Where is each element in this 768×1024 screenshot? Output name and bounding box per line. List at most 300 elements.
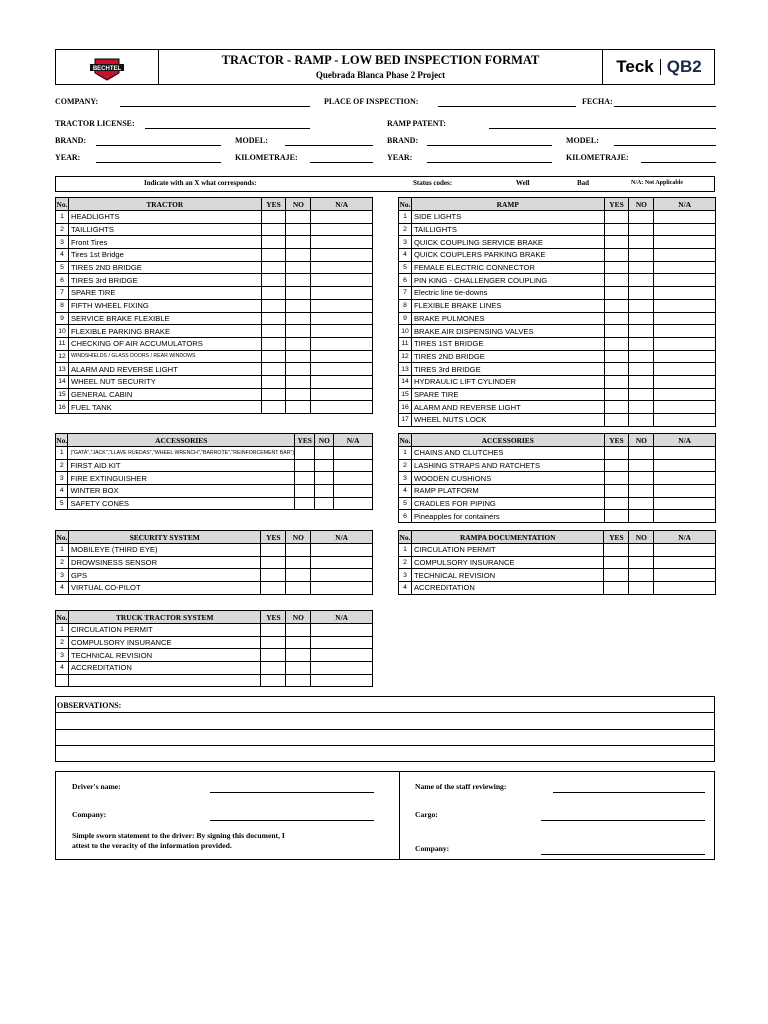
yes-checkbox[interactable] (261, 556, 286, 569)
no-checkbox[interactable] (286, 249, 311, 262)
item-label: TAILLIGHTS (68, 223, 261, 236)
table-row (399, 236, 716, 249)
yes-checkbox[interactable] (261, 299, 286, 312)
table-row (399, 375, 716, 388)
no-checkbox[interactable] (286, 274, 311, 287)
na-checkbox[interactable] (654, 510, 716, 523)
na-checkbox[interactable] (311, 236, 373, 249)
yes-checkbox[interactable] (604, 388, 629, 401)
col-no-answer-header: NO (286, 611, 311, 624)
na-checkbox[interactable] (311, 544, 373, 557)
yes-checkbox[interactable] (261, 388, 286, 401)
accessories-left-table (55, 433, 373, 510)
item-label: DROWSINESS SENSOR (68, 556, 260, 569)
cargo-field[interactable] (541, 820, 705, 821)
no-checkbox[interactable] (629, 544, 654, 557)
model-left-field[interactable] (285, 145, 373, 146)
row-number: 1 (56, 447, 68, 460)
item-label: COMPULSORY INSURANCE (68, 636, 260, 649)
no-checkbox[interactable] (629, 363, 654, 376)
yes-checkbox[interactable] (261, 636, 286, 649)
na-checkbox[interactable] (334, 459, 373, 472)
na-checkbox[interactable] (654, 363, 716, 376)
row-number: 13 (399, 363, 412, 376)
na-checkbox[interactable] (311, 388, 373, 401)
na-checkbox[interactable] (311, 674, 373, 687)
no-checkbox[interactable] (286, 363, 311, 376)
no-checkbox[interactable] (286, 299, 311, 312)
na-checkbox[interactable] (334, 447, 373, 460)
tractor-license-label: TRACTOR LICENSE: (55, 119, 135, 128)
no-checkbox[interactable] (629, 325, 654, 338)
brand-right-field[interactable] (427, 145, 552, 146)
row-number: 3 (56, 649, 69, 662)
na-checkbox[interactable] (654, 249, 716, 262)
yes-checkbox[interactable] (604, 485, 629, 498)
table-row (399, 211, 716, 224)
no-checkbox[interactable] (286, 569, 311, 582)
item-label: GENERAL CABIN (68, 388, 261, 401)
no-checkbox[interactable] (629, 249, 654, 262)
no-checkbox[interactable] (286, 582, 311, 595)
no-checkbox[interactable] (286, 211, 311, 224)
row-number: 5 (56, 497, 68, 510)
yes-checkbox[interactable] (604, 211, 629, 224)
col-no-answer-header: NO (629, 531, 654, 544)
item-label: TIRES 3rd BRIDGE (68, 274, 261, 287)
yes-checkbox[interactable] (261, 261, 286, 274)
col-na-header: N/A (311, 531, 373, 544)
na-checkbox[interactable] (311, 401, 373, 414)
fecha-field[interactable] (614, 106, 716, 107)
sworn-statement: Simple sworn statement to the driver: By signing this document, I attest to the veracity of the information provided. (72, 831, 285, 850)
na-checkbox[interactable] (311, 556, 373, 569)
no-checkbox[interactable] (629, 388, 654, 401)
item-label: WHEEL NUT SECURITY (68, 375, 261, 388)
tractor-license-field[interactable] (145, 128, 310, 129)
no-checkbox[interactable] (629, 274, 654, 287)
na-checkbox[interactable] (654, 388, 716, 401)
na-checkbox[interactable] (654, 582, 716, 595)
yes-checkbox[interactable] (261, 211, 286, 224)
no-checkbox[interactable] (315, 485, 334, 498)
col-yes-header: YES (295, 434, 315, 447)
table-row (56, 375, 373, 388)
na-checkbox[interactable] (311, 274, 373, 287)
yes-checkbox[interactable] (295, 459, 315, 472)
no-checkbox[interactable] (286, 312, 311, 325)
table-row (399, 325, 716, 338)
no-checkbox[interactable] (629, 211, 654, 224)
table-row (399, 497, 716, 510)
table-row (56, 662, 373, 675)
indicate-instruction: Indicate with an X what corresponds: (144, 179, 257, 187)
tractor-table (55, 197, 373, 414)
row-number: 15 (56, 388, 69, 401)
no-checkbox[interactable] (629, 350, 654, 363)
item-label: CHECKING OF AIR ACCUMULATORS (68, 337, 261, 350)
na-checkbox[interactable] (311, 636, 373, 649)
year-left-label: YEAR: (55, 153, 81, 162)
na-checkbox[interactable] (311, 649, 373, 662)
no-checkbox[interactable] (286, 649, 311, 662)
staff-reviewing-field[interactable] (553, 792, 705, 793)
yes-checkbox[interactable] (604, 261, 629, 274)
yes-checkbox[interactable] (261, 223, 286, 236)
no-checkbox[interactable] (286, 401, 311, 414)
item-label: FLEXIBLE PARKING BRAKE (68, 325, 261, 338)
yes-checkbox[interactable] (604, 325, 629, 338)
col-na-header: N/A (311, 611, 373, 624)
company-field[interactable] (120, 106, 310, 107)
yes-checkbox[interactable] (604, 510, 629, 523)
na-checkbox[interactable] (654, 312, 716, 325)
model-right-field[interactable] (614, 145, 716, 146)
status-na: N/A: Not Applicable (631, 180, 684, 186)
signature-divider (399, 772, 400, 859)
na-checkbox[interactable] (654, 274, 716, 287)
row-number: 16 (56, 401, 69, 414)
year-left-field[interactable] (96, 162, 221, 163)
no-checkbox[interactable] (629, 223, 654, 236)
col-yes-header: YES (261, 531, 286, 544)
no-checkbox[interactable] (629, 299, 654, 312)
na-checkbox[interactable] (311, 287, 373, 300)
company-label: COMPANY: (55, 97, 99, 106)
model-left-label: MODEL: (235, 136, 268, 145)
yes-checkbox[interactable] (604, 556, 629, 569)
row-number: 2 (399, 459, 412, 472)
row-number: 2 (399, 556, 412, 569)
yes-checkbox[interactable] (604, 582, 629, 595)
brand-left-field[interactable] (96, 145, 221, 146)
no-checkbox[interactable] (286, 556, 311, 569)
na-checkbox[interactable] (654, 472, 716, 485)
yes-checkbox[interactable] (261, 649, 286, 662)
no-checkbox[interactable] (286, 674, 311, 687)
table-row (399, 337, 716, 350)
na-checkbox[interactable] (311, 223, 373, 236)
no-checkbox[interactable] (286, 261, 311, 274)
no-checkbox[interactable] (315, 459, 334, 472)
yes-checkbox[interactable] (604, 497, 629, 510)
no-checkbox[interactable] (629, 375, 654, 388)
no-checkbox[interactable] (286, 662, 311, 675)
row-number: 6 (399, 274, 412, 287)
item-label: WOODEN CUSHIONS (411, 472, 604, 485)
yes-checkbox[interactable] (604, 447, 629, 460)
no-checkbox[interactable] (286, 544, 311, 557)
na-checkbox[interactable] (311, 350, 373, 363)
yes-checkbox[interactable] (261, 350, 286, 363)
na-checkbox[interactable] (311, 299, 373, 312)
row-number: 4 (399, 485, 412, 498)
yes-checkbox[interactable] (261, 363, 286, 376)
na-checkbox[interactable] (654, 211, 716, 224)
item-label: WINDSHIELDS / GLASS DOORS / REAR WINDOWS (68, 350, 261, 363)
no-checkbox[interactable] (315, 447, 334, 460)
item-label: RAMP PLATFORM (411, 485, 604, 498)
yes-checkbox[interactable] (261, 236, 286, 249)
driver-name-field[interactable] (210, 792, 374, 793)
title-block (159, 50, 603, 84)
staff-reviewing-label: Name of the staff reviewing: (415, 782, 507, 791)
table-row (56, 556, 373, 569)
no-checkbox[interactable] (286, 624, 311, 637)
table-title: RAMPA DOCUMENTATION (411, 531, 603, 544)
na-checkbox[interactable] (654, 375, 716, 388)
item-label: HEADLIGHTS (68, 211, 261, 224)
na-checkbox[interactable] (334, 472, 373, 485)
row-number: 3 (399, 472, 412, 485)
yes-checkbox[interactable] (604, 401, 629, 414)
na-checkbox[interactable] (654, 223, 716, 236)
no-checkbox[interactable] (286, 388, 311, 401)
na-checkbox[interactable] (311, 312, 373, 325)
table-title: TRACTOR (68, 198, 261, 211)
yes-checkbox[interactable] (261, 337, 286, 350)
no-checkbox[interactable] (629, 556, 654, 569)
observation-line[interactable] (56, 712, 714, 713)
col-no-answer-header: NO (629, 434, 654, 447)
na-checkbox[interactable] (311, 337, 373, 350)
km-right-field[interactable] (641, 162, 716, 163)
table-title: TRUCK TRACTOR SYSTEM (68, 611, 260, 624)
yes-checkbox[interactable] (261, 674, 286, 687)
no-checkbox[interactable] (286, 287, 311, 300)
table-row (399, 312, 716, 325)
no-checkbox[interactable] (629, 497, 654, 510)
yes-checkbox[interactable] (261, 249, 286, 262)
place-field[interactable] (438, 106, 576, 107)
na-checkbox[interactable] (654, 544, 716, 557)
yes-checkbox[interactable] (261, 274, 286, 287)
yes-checkbox[interactable] (604, 249, 629, 262)
yes-checkbox[interactable] (261, 662, 286, 675)
item-label: CHAINS AND CLUTCHES (411, 447, 604, 460)
row-number: 15 (399, 388, 412, 401)
na-checkbox[interactable] (311, 261, 373, 274)
driver-company-field[interactable] (210, 820, 374, 821)
item-label: WINTER BOX (68, 485, 295, 498)
ramp-patent-field[interactable] (489, 128, 716, 129)
na-checkbox[interactable] (654, 497, 716, 510)
yes-checkbox[interactable] (261, 401, 286, 414)
item-label: QUICK COUPLING SERVICE BRAKE (411, 236, 604, 249)
na-checkbox[interactable] (654, 459, 716, 472)
table-row (399, 350, 716, 363)
yes-checkbox[interactable] (604, 414, 629, 427)
na-checkbox[interactable] (311, 569, 373, 582)
table-row (56, 363, 373, 376)
na-checkbox[interactable] (654, 447, 716, 460)
yes-checkbox[interactable] (261, 325, 286, 338)
yes-checkbox[interactable] (261, 312, 286, 325)
table-title: SECURITY SYSTEM (68, 531, 260, 544)
no-checkbox[interactable] (629, 582, 654, 595)
na-checkbox[interactable] (654, 299, 716, 312)
na-checkbox[interactable] (311, 211, 373, 224)
col-no-header: No. (399, 532, 411, 542)
item-label: SPARE TIRE (411, 388, 604, 401)
row-number: 2 (56, 636, 69, 649)
yes-checkbox[interactable] (604, 544, 629, 557)
item-label: FIRE EXTINGUISHER (68, 472, 295, 485)
row-number: 4 (56, 485, 68, 498)
yes-checkbox[interactable] (261, 375, 286, 388)
na-checkbox[interactable] (654, 261, 716, 274)
brand-left-label: BRAND: (55, 136, 87, 145)
item-label: VIRTUAL CO-PILOT (68, 582, 260, 595)
no-checkbox[interactable] (629, 414, 654, 427)
no-checkbox[interactable] (629, 236, 654, 249)
yes-checkbox[interactable] (295, 472, 315, 485)
item-label: TIRES 1ST BRIDGE (411, 337, 604, 350)
no-checkbox[interactable] (629, 485, 654, 498)
year-right-field[interactable] (427, 162, 552, 163)
form-header (55, 49, 715, 85)
na-checkbox[interactable] (311, 375, 373, 388)
yes-checkbox[interactable] (604, 223, 629, 236)
na-checkbox[interactable] (654, 569, 716, 582)
row-number: 2 (56, 223, 69, 236)
na-checkbox[interactable] (311, 662, 373, 675)
na-checkbox[interactable] (654, 287, 716, 300)
no-checkbox[interactable] (629, 337, 654, 350)
row-number: 9 (399, 312, 412, 325)
brand-right-label: BRAND: (387, 136, 419, 145)
col-yes-header: YES (604, 434, 629, 447)
yes-checkbox[interactable] (261, 287, 286, 300)
yes-checkbox[interactable] (604, 459, 629, 472)
yes-checkbox[interactable] (295, 497, 315, 510)
table-row (56, 485, 373, 498)
yes-checkbox[interactable] (261, 544, 286, 557)
yes-checkbox[interactable] (295, 485, 315, 498)
na-checkbox[interactable] (311, 249, 373, 262)
no-checkbox[interactable] (629, 287, 654, 300)
col-no-answer-header: NO (286, 531, 311, 544)
col-yes-header: YES (604, 531, 629, 544)
yes-checkbox[interactable] (604, 274, 629, 287)
na-checkbox[interactable] (654, 236, 716, 249)
no-checkbox[interactable] (629, 459, 654, 472)
no-checkbox[interactable] (629, 261, 654, 274)
reviewer-company-field[interactable] (541, 854, 705, 855)
row-number: 7 (56, 287, 69, 300)
yes-checkbox[interactable] (604, 569, 629, 582)
form-subtitle: Quebrada Blanca Phase 2 Project (315, 70, 446, 80)
row-number: 7 (399, 287, 412, 300)
observations-box[interactable] (55, 696, 715, 762)
yes-checkbox[interactable] (604, 363, 629, 376)
yes-checkbox[interactable] (261, 624, 286, 637)
item-label: SPARE TIRE (68, 287, 261, 300)
na-checkbox[interactable] (654, 337, 716, 350)
no-checkbox[interactable] (286, 325, 311, 338)
no-checkbox[interactable] (315, 472, 334, 485)
na-checkbox[interactable] (311, 363, 373, 376)
table-row (56, 472, 373, 485)
no-checkbox[interactable] (629, 312, 654, 325)
yes-checkbox[interactable] (295, 447, 315, 460)
na-checkbox[interactable] (654, 485, 716, 498)
na-checkbox[interactable] (311, 624, 373, 637)
item-label: CRADLES FOR PIPING (411, 497, 604, 510)
yes-checkbox[interactable] (604, 287, 629, 300)
row-number: 5 (56, 261, 69, 274)
yes-checkbox[interactable] (604, 337, 629, 350)
na-checkbox[interactable] (334, 497, 373, 510)
no-checkbox[interactable] (286, 636, 311, 649)
na-checkbox[interactable] (311, 582, 373, 595)
table-row (399, 401, 716, 414)
no-checkbox[interactable] (629, 569, 654, 582)
yes-checkbox[interactable] (604, 350, 629, 363)
status-codes-label: Status codes: (413, 179, 453, 187)
table-row (56, 649, 373, 662)
no-checkbox[interactable] (629, 401, 654, 414)
na-checkbox[interactable] (334, 485, 373, 498)
yes-checkbox[interactable] (604, 472, 629, 485)
yes-checkbox[interactable] (604, 312, 629, 325)
observation-line[interactable] (56, 745, 714, 746)
yes-checkbox[interactable] (604, 375, 629, 388)
yes-checkbox[interactable] (604, 236, 629, 249)
na-checkbox[interactable] (654, 556, 716, 569)
item-label: Front Tires (68, 236, 261, 249)
no-checkbox[interactable] (286, 223, 311, 236)
na-checkbox[interactable] (654, 414, 716, 427)
no-checkbox[interactable] (286, 350, 311, 363)
item-label: BRAKE PULMONES (411, 312, 604, 325)
na-checkbox[interactable] (654, 325, 716, 338)
row-number: 9 (56, 312, 69, 325)
row-number: 3 (399, 569, 412, 582)
item-label: SAFETY CONES (68, 497, 295, 510)
row-number: 14 (399, 375, 412, 388)
na-checkbox[interactable] (654, 401, 716, 414)
no-checkbox[interactable] (315, 497, 334, 510)
table-row (399, 261, 716, 274)
no-checkbox[interactable] (286, 375, 311, 388)
na-checkbox[interactable] (311, 325, 373, 338)
col-yes-header: YES (261, 611, 286, 624)
no-checkbox[interactable] (629, 472, 654, 485)
table-row (56, 674, 373, 687)
no-checkbox[interactable] (629, 510, 654, 523)
no-checkbox[interactable] (629, 447, 654, 460)
yes-checkbox[interactable] (604, 299, 629, 312)
table-row (399, 544, 716, 557)
yes-checkbox[interactable] (261, 569, 286, 582)
svg-text:BECHTEL: BECHTEL (92, 66, 122, 72)
item-label: BRAKE AIR DISPENSING VALVES (411, 325, 604, 338)
yes-checkbox[interactable] (261, 582, 286, 595)
status-bad: Bad (577, 179, 590, 187)
row-number: 4 (56, 249, 69, 262)
col-no-header: No. (56, 435, 68, 445)
no-checkbox[interactable] (286, 337, 311, 350)
status-well: Well (516, 179, 530, 187)
observation-line[interactable] (56, 729, 714, 730)
reviewer-company-label: Company: (415, 844, 450, 853)
table-row (56, 582, 373, 595)
item-label: ACCREDITATION (411, 582, 603, 595)
na-checkbox[interactable] (654, 350, 716, 363)
km-left-field[interactable] (310, 162, 373, 163)
no-checkbox[interactable] (286, 236, 311, 249)
